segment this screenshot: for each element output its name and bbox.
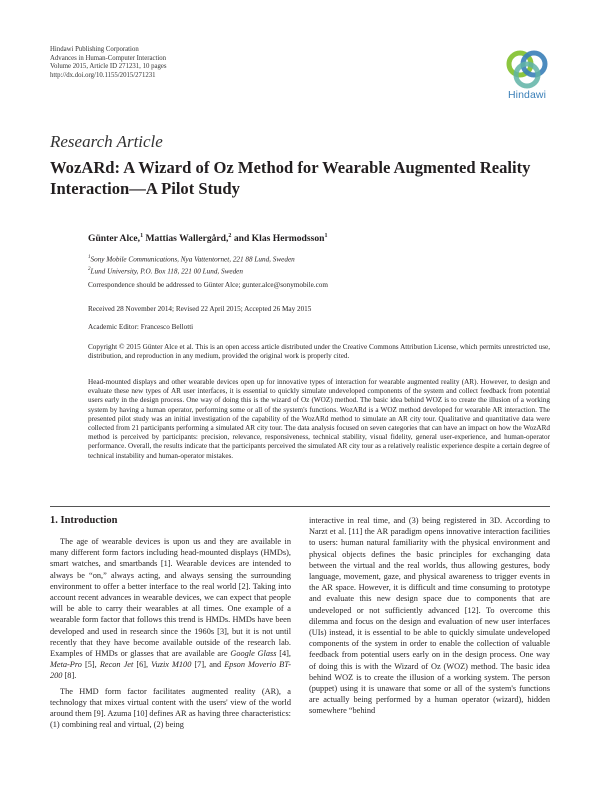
- right-column: [309, 515, 550, 717]
- affiliation-marker: 2: [88, 266, 91, 272]
- product-name: Recon Jet: [99, 660, 134, 670]
- left-column: [50, 536, 291, 730]
- publisher-name: Hindawi Publishing Corporation: [50, 46, 139, 53]
- paragraph: The age of wearable devices is upon us and they are available in many different form factors including head-mounted displays (HMDs), smart watches, and smartbands [1]. Wearable devices are intended to always be “on,” always acting, and always sensing the surrounding environment to offer a better interface to the real world [2]. Taking into account recent advances in wearable devices, we can expect that people will be able to carry their wearables at all times. One example of a wearable form factor that follows this trend is HMDs. HMDs have been developed and used in research since the 1960s [3], but it is not until recently that they have become available outside of the research lab. Examples of HMDs or glasses that are available are Google Glass [4], Meta-Pro [5], Recon Jet [6], Vuzix M100 [7], and Epson Moverio BT-200 [8].: [50, 537, 292, 681]
- affiliation-marker: 2: [228, 233, 232, 239]
- hindawi-logo[interactable]: [498, 48, 556, 108]
- affiliation-1: [88, 253, 295, 265]
- abstract: Head-mounted displays and other wearable devices open up for innovative types of interaction for wearable augmented reality (AR). However, to design and evaluate these new types of AR user interfaces, it is essential to quickly simulate undeveloped components of the system and collect feedback from potential users early in the design process. One way of doing this is the wizard of Oz (WOZ) method. The basic idea behind WOZ is to create the illusion of a working system by having a human operator, performing some or all of the system's functions. WozARd is a WOZ method developed for wearable AR interaction. The presented pilot study was an initial investigation of the capability of the WozARd method to simulate an AR city tour. Qualitative and quantitative data were collected from 21 participants performing a simulated AR city tour. The data analysis focused on seven categories that can have an impact on how the WozARd method is perceived by participants: precision, relevance, responsiveness, technical stability, visual fidelity, general user-experience, and human-operator performance. Overall, the results indicate that the participants perceived the simulated AR city tour as a relatively realistic experience despite a certain degree of technical instability and human-operator mistakes.: [88, 378, 550, 460]
- publication-dates: Received 28 November 2014; Revised 22 April 2015; Accepted 26 May 2015: [88, 305, 312, 313]
- affiliation-2: [88, 265, 295, 277]
- paragraph: The HMD form factor facilitates augmented reality (AR), a technology that mixes virtual content with the users' view of the world around them [9]. Azuma [10] defines AR as having three characteristics: (1) combining real and virtual, (2) being: [50, 686, 291, 730]
- paper-title: WozARd: A Wizard of Oz Method for Wearable Augmented Reality Interaction—A Pilot Study: [50, 158, 531, 198]
- product-name: Meta-Pro: [50, 660, 82, 670]
- doi-link[interactable]: http://dx.doi.org/10.1155/2015/271231: [50, 71, 156, 79]
- academic-editor: Academic Editor: Francesco Bellotti: [88, 323, 194, 331]
- divider: [50, 506, 550, 507]
- author-name[interactable]: and Klas Hermodsson: [231, 233, 325, 245]
- affiliation-marker: 1: [140, 233, 144, 239]
- author-list: [88, 233, 327, 244]
- affiliations: [88, 253, 295, 277]
- author-name[interactable]: Günter Alce,: [88, 233, 141, 245]
- volume-info: Volume 2015, Article ID 271231, 10 pages: [50, 63, 167, 71]
- hindawi-logo-icon: [504, 48, 550, 90]
- journal-name: Advances in Human-Computer Interaction: [50, 54, 167, 62]
- product-name: Epson Moverio BT-200: [50, 660, 292, 681]
- journal-header: [50, 46, 167, 80]
- copyright-notice: Copyright © 2015 Günter Alce et al. This is an open access article distributed under the Creative Commons Attribution License, which permits unrestricted use, distribution, and reproduction in any medium, provided the original work is properly cited.: [88, 343, 550, 361]
- affiliation-text: Sony Mobile Communications, Nya Vattentornet, 221 88 Lund, Sweden: [90, 255, 295, 264]
- affiliation-text: Lund University, P.O. Box 118, 221 00 Lund, Sweden: [90, 267, 243, 276]
- section-heading: 1. Introduction: [50, 515, 118, 526]
- logo-wordmark: Hindawi: [507, 89, 547, 101]
- paragraph: interactive in real time, and (3) being registered in 3D. According to Narzt et al. [11] the AR paradigm opens innovative interaction facilities to users: human natural familiarity with the physical environment and physical objects defines the basic principles for exchanging data between the virtual and the real worlds, thus allowing gestures, body language, movement, gaze, and physical awareness to trigger events in the AR space. However, it is difficult and time consuming to prototype and evaluate this new design space due to components that are undeveloped or not sufficiently advanced [12]. To overcome this dilemma and focus on the design and evaluation of new user interfaces (UIs) instead, it is essential to be able to quickly simulate undeveloped components of the system in order to enable the collection of valuable feedback from potential users early on in the design process. One way of doing this is with the Wizard of Oz (WOZ) method. The basic idea behind WOZ is to create the illusion of a working system. The person (puppet) using it is unaware that some or all of the system's functions are actually being performed by a human operator (wizard), hidden somewhere “behind: [309, 516, 550, 716]
- product-name: Vuzix M100: [151, 660, 192, 670]
- affiliation-marker: 1: [88, 255, 91, 260]
- correspondence: Correspondence should be addressed to Günter Alce; gunter.alce@sonymobile.com: [88, 281, 328, 289]
- article-type: Research Article: [50, 132, 163, 151]
- author-name[interactable]: Mattias Wallergård,: [143, 233, 229, 245]
- affiliation-marker: 1: [324, 233, 328, 239]
- product-name: Google Glass: [230, 649, 277, 659]
